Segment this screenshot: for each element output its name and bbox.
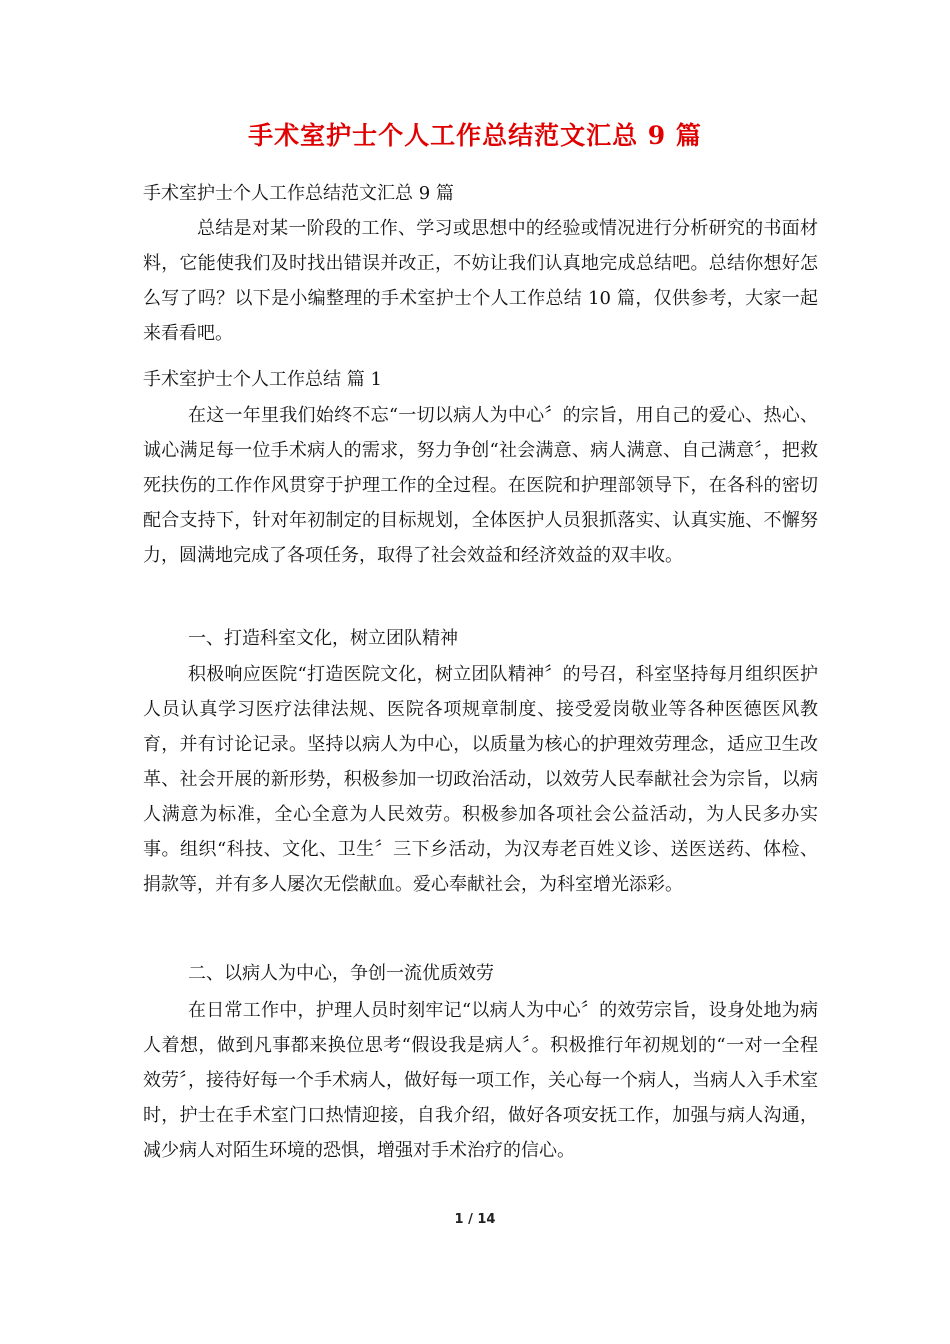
body-paragraph-2: 积极响应医院“打造医院文化，树立团队精神〞的号召，科室坚持每月组织医护人员认真学习医疗法律法规、医院各项规章制度、接受爱岗敬业等各种医德医风教育，并有讨论记录。坚持以病人为中心，以质量为核心的护理效劳理念，适应卫生改革、社会开展的新形势，积极参加一切政治活动，以效劳人民奉献社会为宗旨，以病人满意为标准，全心全意为人民效劳。积极参加各项社会公益活动，为人民多办实事。组织“科技、文化、卫生〞三下乡活动，为汉寿老百姓义诊、送医送药、体检、捐款等，并有多人屡次无偿献血。爱心奉献社会，为科室增光添彩。 <box>143 664 818 895</box>
document-subtitle: 手术室护士个人工作总结范文汇总 9 篇 <box>143 183 454 204</box>
section-heading-1: 一、打造科室文化，树立团队精神 <box>188 628 458 649</box>
body-paragraph-3: 在日常工作中，护理人员时刻牢记“以病人为中心〞的效劳宗旨，设身处地为病人着想，做到凡事都来换位思考“假设我是病人〞。积极推行年初规划的“一对一全程效劳〞，接待好每一个手术病人，做好每一项工作，关心每一个病人，当病人入手术室时，护士在手术室门口热情迎接，自我介绍，做好各项安抚工作，加强与病人沟通，减少病人对陌生环境的恐惧，增强对手术治疗的信心。 <box>143 1000 818 1161</box>
document-title: 手术室护士个人工作总结范文汇总 9 篇 <box>248 121 702 150</box>
intro-paragraph: 总结是对某一阶段的工作、学习或思想中的经验或情况进行分析研究的书面材料，它能使我们及时找出错误并改正，不妨让我们认真地完成总结吧。总结你想好怎么写了吗？以下是小编整理的手术室护士个人工作总结 10 篇，仅供参考，大家一起来看看吧。 <box>143 218 818 344</box>
page-indicator: 1 / 14 <box>454 1212 496 1227</box>
section-heading-2: 二、以病人为中心，争创一流优质效劳 <box>188 963 494 984</box>
body-paragraph-1: 在这一年里我们始终不忘“一切以病人为中心〞的宗旨，用自己的爱心、热心、诚心满足每一位手术病人的需求，努力争创“社会满意、病人满意、自己满意〞，把救死扶伤的工作作风贯穿于护理工作的全过程。在医院和护理部领导下，在各科的密切配合支持下，针对年初制定的目标规划，全体医护人员狠抓落实、认真实施、不懈努力，圆满地完成了各项任务，取得了社会效益和经济效益的双丰收。 <box>143 405 818 566</box>
section-title: 手术室护士个人工作总结 篇 1 <box>143 369 382 390</box>
